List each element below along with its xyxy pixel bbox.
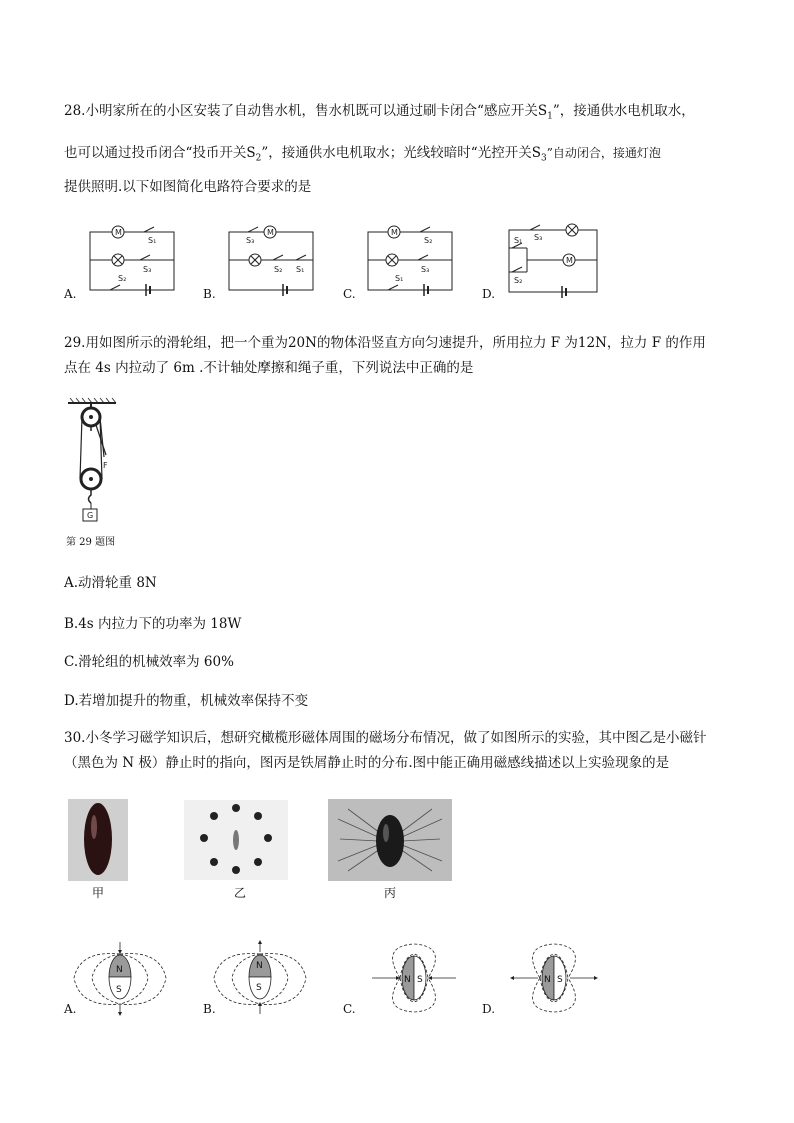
- motor-label-b: M: [267, 228, 274, 237]
- motor-label-d: M: [566, 256, 573, 265]
- q28-line2-c: ”自动闭合，接通灯泡: [546, 146, 661, 160]
- motor-label-a: M: [115, 228, 122, 237]
- q28-line2-b: ”，接通供水电机取水；光线较暗时“光控开关S: [261, 145, 541, 161]
- field-option-c: [372, 944, 456, 1012]
- photo-yi: [184, 800, 288, 880]
- caption-jia: 甲: [92, 886, 105, 900]
- q29-choice-a: A.动滑轮重 8N: [64, 575, 157, 591]
- switch-label-d-s1: S₁: [514, 236, 523, 245]
- q30-field-diagrams: [0, 938, 794, 1018]
- circuit-a: [90, 226, 174, 296]
- q28-line2: [64, 141, 661, 164]
- pole-s-d: S: [557, 975, 563, 985]
- q29-choice-c: C.滑轮组的机械效率为 60%: [64, 654, 234, 670]
- force-label: F: [103, 461, 108, 470]
- switch-label-a-s3: S₃: [143, 265, 152, 274]
- pole-n-b: N: [256, 961, 263, 971]
- q28-option-b: B.: [203, 287, 216, 301]
- q29-line2: 点在 4s 内拉动了 6m .不计轴处摩擦和绳子重，下列说法中正确的是: [64, 360, 474, 376]
- q28-line2-sub-a: 2: [255, 153, 262, 164]
- q28-line3: 提供照明.以下如图简化电路符合要求的是: [64, 179, 312, 195]
- switch-label-b-s2: S₂: [274, 265, 283, 274]
- switch-label-c-s2: S₂: [424, 236, 433, 245]
- q28-line1-tail: ”，接通供水电机取水，: [552, 103, 695, 119]
- switch-label-c-s3: S₃: [421, 265, 430, 274]
- q29-choice-d: D.若增加提升的物重，机械效率保持不变: [64, 693, 309, 709]
- q28-line1: [64, 99, 695, 122]
- caption-yi: 乙: [234, 886, 247, 900]
- q29-line1: 29.用如图所示的滑轮组，把一个重为20N的物体沿竖直方向匀速提升，所用拉力 F 为12N，拉力 F 的作用: [64, 335, 706, 351]
- q30-line1: 30.小冬学习磁学知识后，想研究橄榄形磁体周围的磁场分布情况，做了如图所示的实验，其中图乙是小磁针: [64, 730, 707, 746]
- photo-bing: [328, 799, 452, 881]
- q30-option-a: A.: [64, 1002, 77, 1016]
- q29-choice-b: B.4s 内拉力下的功率为 18W: [64, 616, 242, 632]
- q28-line2-a: 也可以通过投币闭合“投币开关S: [64, 145, 256, 161]
- q28-line2-sub-b: 3: [540, 153, 547, 164]
- q28-option-d: D.: [482, 287, 496, 301]
- field-option-a: [74, 942, 166, 1014]
- pole-n-c: N: [404, 975, 411, 985]
- switch-label-d-s2: S₂: [514, 276, 523, 285]
- weight-label: G: [87, 511, 94, 520]
- switch-label-a-s1: S₁: [148, 236, 157, 245]
- q29-figure-caption: 第 29 题图: [66, 537, 116, 548]
- q30-line2: （黑色为 N 极）静止时的指向，图丙是铁屑静止时的分布.图中能正确用磁感线描述以上实验现象的是: [64, 755, 670, 771]
- switch-label-d-s3: S₃: [534, 233, 543, 242]
- q28-circuits: [0, 210, 794, 320]
- pole-s-b: S: [256, 983, 262, 993]
- switch-label-c-s1: S₁: [395, 274, 404, 283]
- q30-option-c: C.: [343, 1002, 356, 1016]
- pole-s-a: S: [116, 985, 122, 995]
- switch-label-b-s1: S₁: [296, 265, 305, 274]
- q30-option-b: B.: [203, 1002, 216, 1016]
- photo-jia: [68, 799, 128, 881]
- pole-s-c: S: [417, 975, 423, 985]
- field-option-d: [512, 944, 596, 1012]
- switch-label-b-s3: S₃: [246, 236, 255, 245]
- q28-line1-sub: 1: [547, 111, 553, 122]
- pole-n-a: N: [116, 965, 123, 975]
- q30-option-d: D.: [482, 1002, 496, 1016]
- q28-option-c: C.: [343, 287, 356, 301]
- field-option-b: [214, 942, 306, 1014]
- pole-n-d: N: [544, 975, 551, 985]
- pulley-figure: [62, 395, 142, 525]
- caption-bing: 丙: [384, 886, 397, 900]
- q28-line1-text: 28.小明家所在的小区安装了自动售水机，售水机既可以通过刷卡闭合“感应开关S: [64, 103, 548, 119]
- q28-option-a: A.: [64, 287, 77, 301]
- circuit-c: [368, 226, 452, 296]
- motor-label-c: M: [391, 228, 398, 237]
- switch-label-a-s2: S₂: [118, 274, 127, 283]
